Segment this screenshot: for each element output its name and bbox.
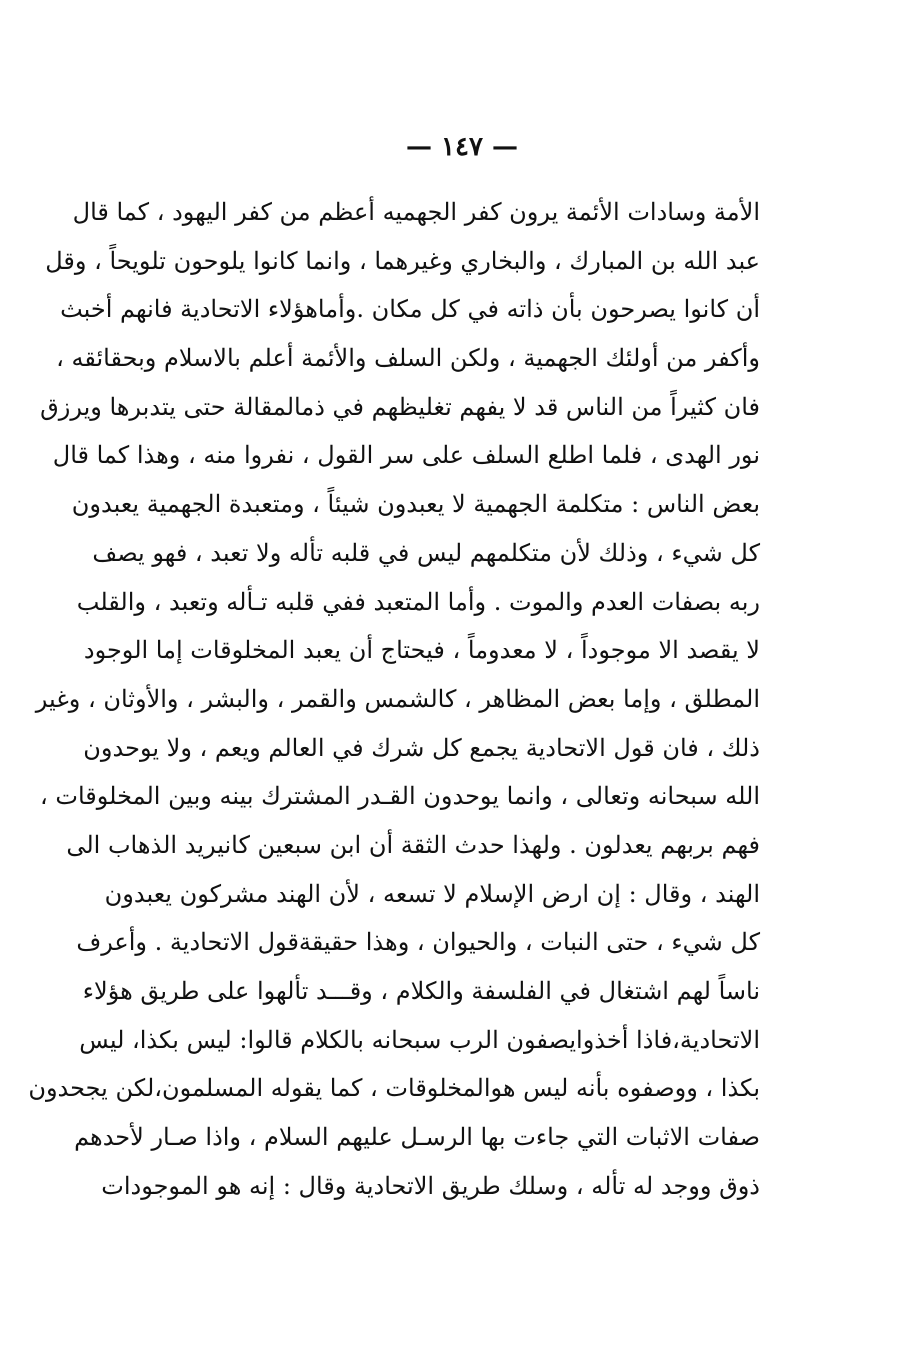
text-line: عبد الله بن المبارك ، والبخاري وغيرهما ، وانما كانوا يلوحون تلويحاً ، وقل: [45, 246, 760, 275]
text-line: صفات الاثبات التي جاءت بها الرسـل عليهم السلام ، واذا صـار لأحدهم: [74, 1123, 760, 1152]
text-line: بعض الناس : متكلمة الجهمية لا يعبدون شيئاً ، ومتعبدة الجهمية يعبدون: [71, 490, 760, 519]
text-line: فان كثيراً من الناس قد لا يفهم تغليظهم في ذمالمقالة حتى يتدبرها ويرزق: [40, 392, 760, 421]
text-line: بكذا ، ووصفوه بأنه ليس هوالمخلوقات ، كما يقوله المسلمون،لكن يجحدون: [28, 1074, 760, 1103]
text-line: وأكفر من أولئك الجهمية ، ولكن السلف والأئمة أعلم بالاسلام وبحقائقه ،: [56, 344, 760, 373]
text-line: ناساً لهم اشتغال في الفلسفة والكلام ، وقـــد تألهوا على طريق هؤلاء: [82, 977, 760, 1005]
text-line: الهند ، وقال : إن ارض الإسلام لا تسعه ، لأن الهند مشركون يعبدون: [104, 879, 760, 908]
text-line: فهم بربهم يعدلون . ولهذا حدث الثقة أن ابن سبعين كانيريد الذهاب الى: [66, 830, 760, 859]
text-line: الله سبحانه وتعالى ، وانما يوحدون القـدر المشترك بينه وبين المخلوقات ،: [40, 782, 760, 811]
text-line: كل شيء ، حتى النبات ، والحيوان ، وهذا حقيقةقول الاتحادية . وأعرف: [76, 928, 760, 957]
text-line: الأمة وسادات الأئمة يرون كفر الجهميه أعظم من كفر اليهود ، كما قال: [72, 198, 760, 226]
text-line: الاتحادية،فاذا أخذوايصفون الرب سبحانه بالكلام قالوا: ليس بكذا، ليس: [79, 1025, 760, 1054]
body-text: [28, 188, 760, 1210]
page-number: — ١٤٧ —: [405, 132, 519, 162]
text-line: أن كانوا يصرحون بأن ذاته في كل مكان .وأماهؤلاء الاتحادية فانهم أخبث: [60, 295, 760, 324]
text-line: ربه بصفات العدم والموت . وأما المتعبد ففي قلبه تـأله وتعبد ، والقلب: [76, 587, 760, 616]
text-line: كل شيء ، وذلك لأن متكلمهم ليس في قلبه تأله ولا تعبد ، فهو يصف: [92, 538, 760, 567]
text-line: نور الهدى ، فلما اطلع السلف على سر القول ، نفروا منه ، وهذا كما قال: [52, 441, 760, 470]
text-line: ذلك ، فان قول الاتحادية يجمع كل شرك في العالم ويعم ، ولا يوحدون: [83, 733, 760, 762]
text-line: لا يقصد الا موجوداً ، لا معدوماً ، فيحتاج أن يعبد المخلوقات إما الوجود: [83, 636, 760, 665]
text-line: المطلق ، وإما بعض المظاهر ، كالشمس والقمر ، والبشر ، والأوثان ، وغير: [35, 684, 760, 713]
text-line: ذوق ووجد له تأله ، وسلك طريق الاتحادية وقال : إنه هو الموجودات: [101, 1171, 760, 1200]
